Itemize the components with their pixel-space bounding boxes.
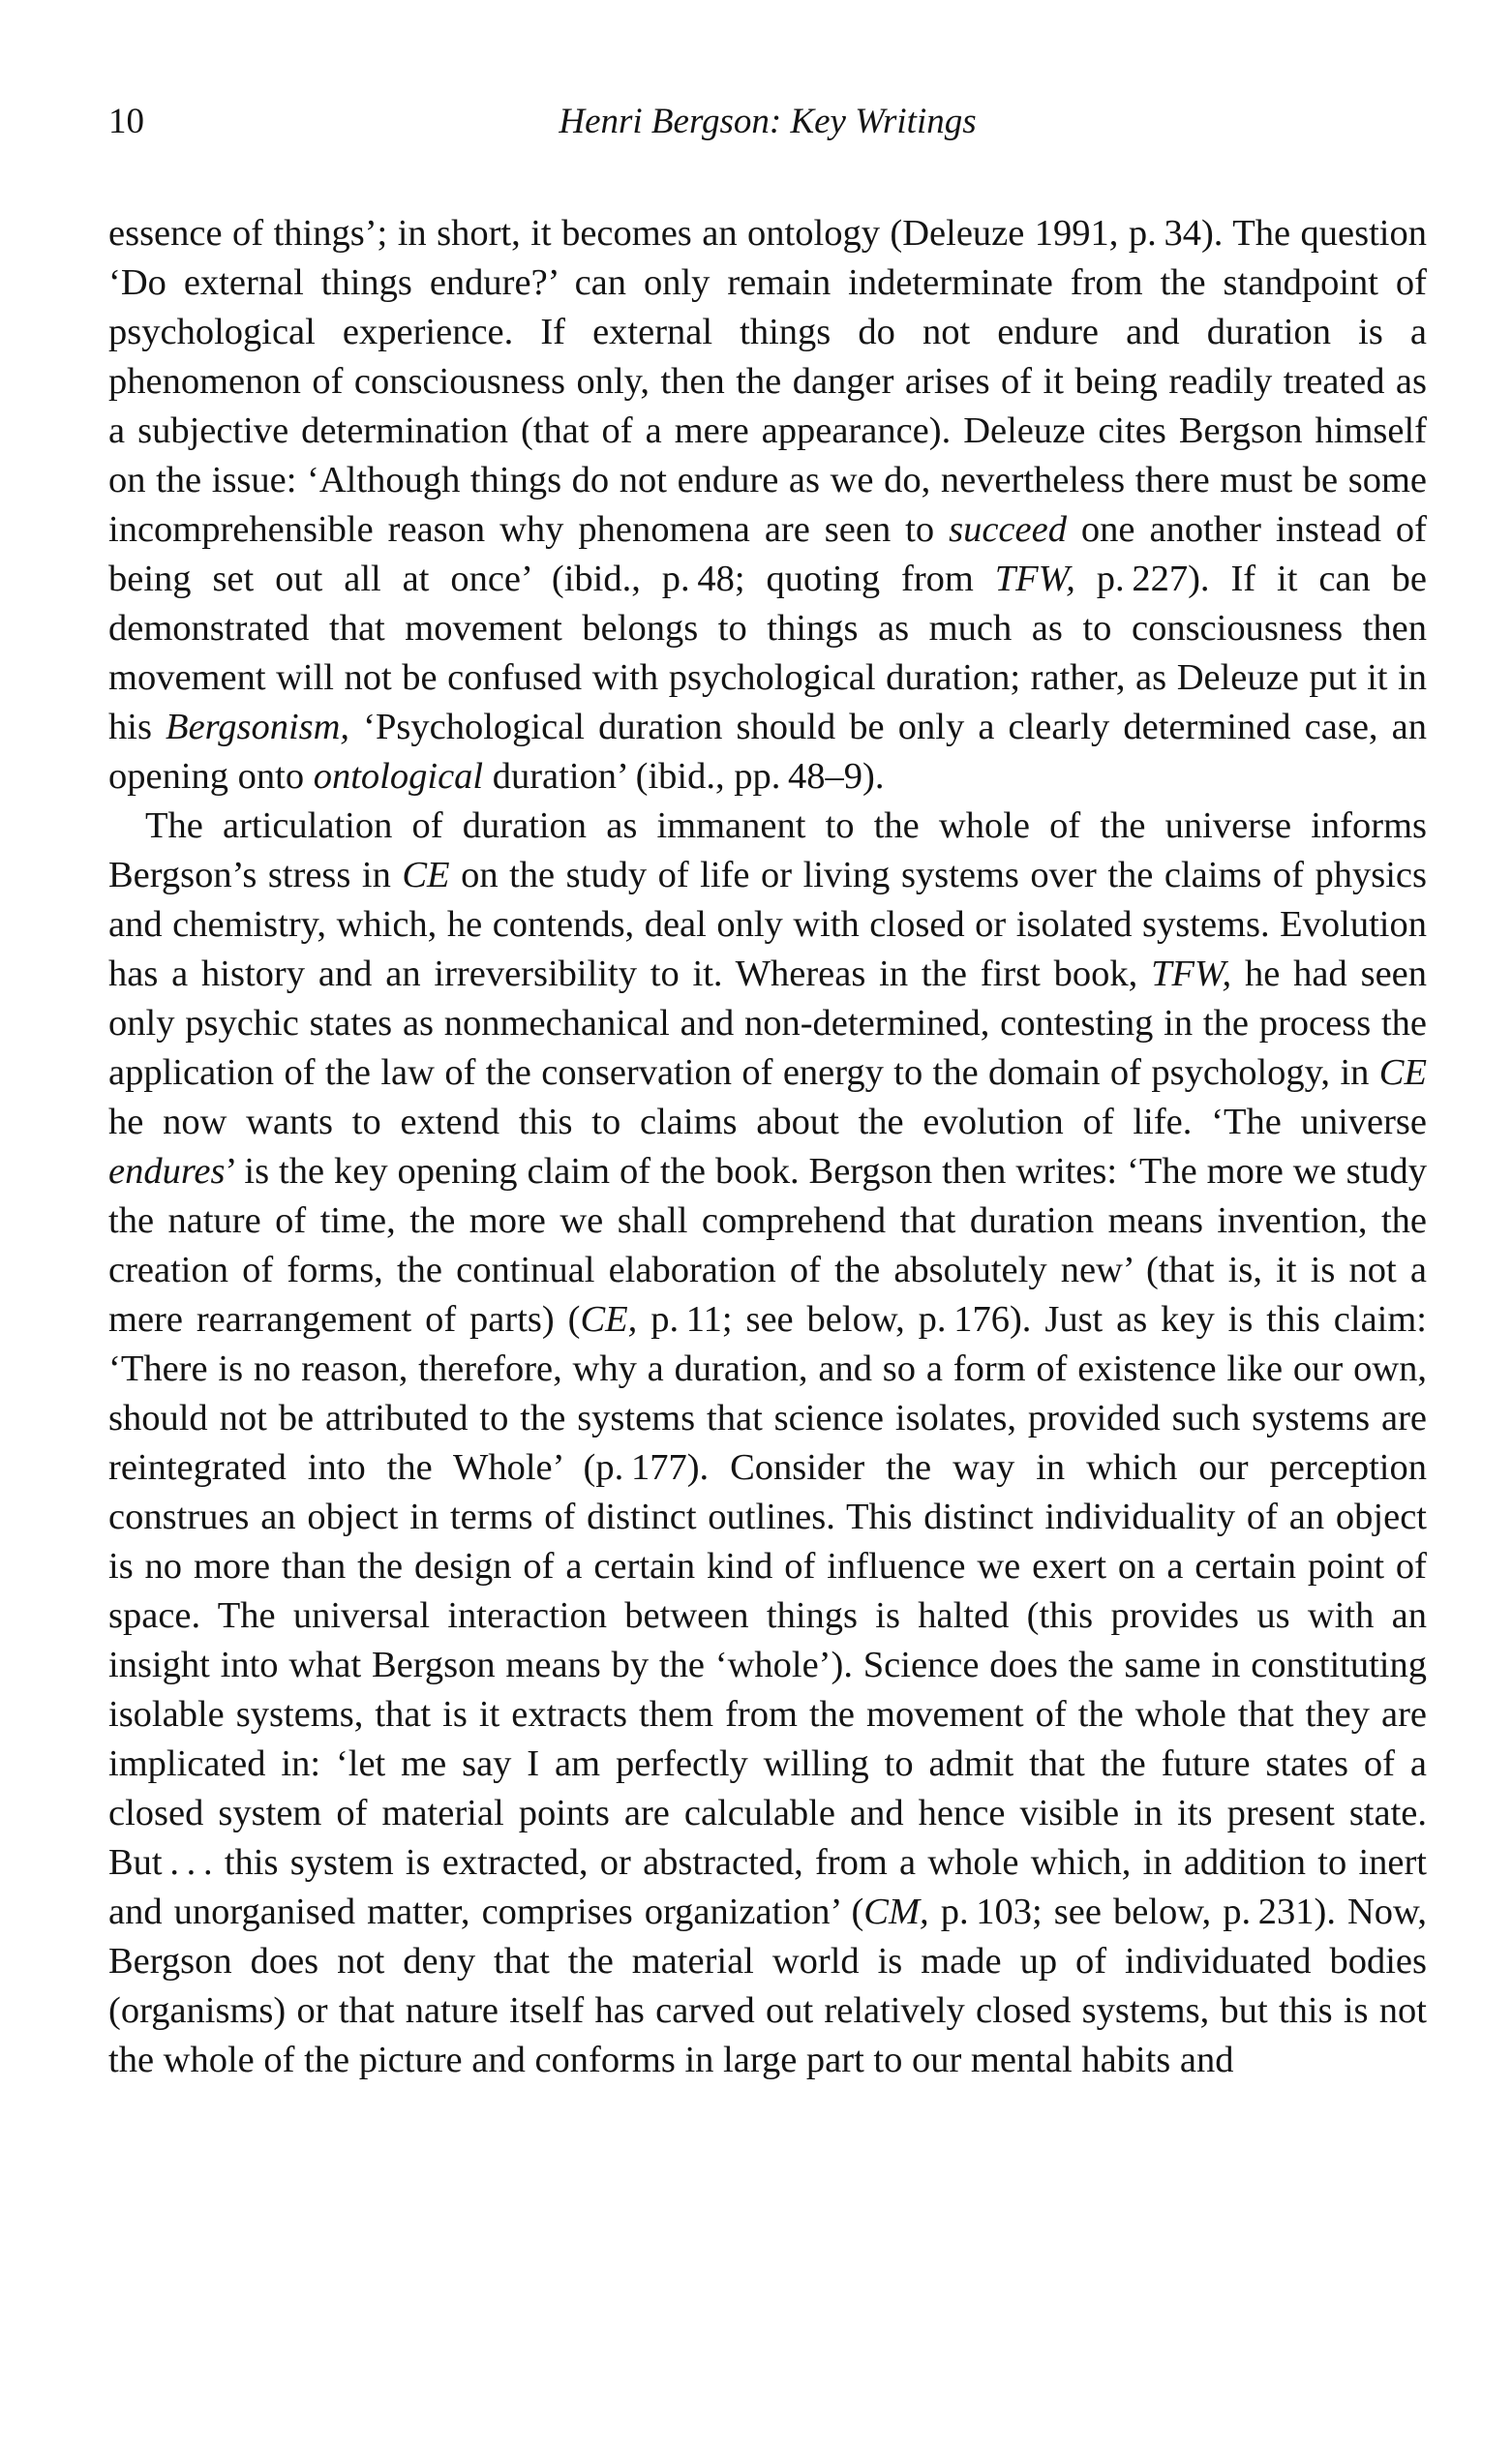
text-segment: The articulation of duration as immanent to the whole of the universe informs Bergson’s stress in (108, 805, 1427, 895)
text-segment: essence of things’; in short, it becomes an ontology (Deleuze 1991, p. 34). The question ‘Do external things endure?’ can only remain indeterminate from the standpoint of psychological experience. If external things do not endure and duration is a phenomenon of consciousness only, then the danger arises of it being readily treated as a subjective determination (that of a mere appearance). Deleuze cites Bergson himself on the issue: ‘Although things do not endure as we do, nevertheless there must be some incomprehensible reason why phenomena are seen to (108, 213, 1427, 550)
book-page (108, 93, 1427, 2085)
text-segment: he had seen only psychic states as nonmechanical and non-determined, contesting in the process the application of the law of the conservation of energy to the domain of psychology, in (108, 954, 1427, 1093)
italic-segment: CE (402, 855, 450, 895)
page-number: 10 (108, 102, 144, 141)
italic-segment: succeed (949, 509, 1067, 550)
text-segment: ’ is the key opening claim of the book. Bergson then writes: ‘The more we study the nature of time, the more we shall comprehend that duration means invention, the creation of forms, the continual elaboration of the absolutely new’ (that is, it is not a mere rearrangement of parts) ( (108, 1151, 1427, 1340)
running-head (108, 93, 1427, 151)
italic-segment: TFW, (994, 559, 1075, 599)
text-segment: duration’ (ibid., pp. 48–9). (483, 756, 885, 797)
italic-segment: TFW, (1151, 954, 1232, 994)
text-segment: one another instead of being set out all at once’ (ibid., p. 48; quoting from (108, 509, 1427, 599)
italic-segment: endures (108, 1151, 226, 1192)
text-segment: on the study of life or living systems over the claims of physics and chemistry, which, he contends, deal only with closed or isolated systems. Evolution has a history and an irreversibility to it. Whereas in the first book, (108, 855, 1427, 994)
running-title: Henri Bergson: Key Writings (559, 102, 977, 141)
paragraph-1 (108, 209, 1427, 802)
text-segment: p. 11; see below, p. 176). Just as key is this claim: ‘There is no reason, therefore, why a duration, and so a form of existence like our own, should not be attributed to the systems that science isolates, provided such systems are reintegrated into the Whole’ (p. 177). Consider the way in which our perception construes an object in terms of distinct outlines. This distinct individuality of an object is no more than the design of a certain kind of influence we exert on a certain point of space. The universal interaction between things is halted (this provides us with an insight into what Bergson means by the ‘whole’). Science does the same in constituting isolable systems, that is it extracts them from the movement of the whole that they are implicated in: ‘let me say I am perfectly willing to admit that the future states of a closed system of material points are calculable and hence visible in its present state. But . . . this system is extracted, or abstracted, from a whole which, in addition to inert and unorganised matter, comprises organization’ ( (108, 1299, 1427, 1932)
text-segment: p. 227). If it can be demonstrated that movement belongs to things as much as to consciousness then movement will not be confused with psychological duration; rather, as Deleuze put it in his (108, 559, 1427, 747)
italic-segment: CM, (863, 1892, 929, 1932)
text-segment: ‘Psychological duration should be only a clearly determined case, an opening onto (108, 707, 1427, 797)
text-segment: he now wants to extend this to claims about the evolution of life. ‘The universe (108, 1102, 1427, 1142)
italic-segment: CE, (580, 1299, 638, 1340)
paragraph-2 (108, 802, 1427, 2085)
text-segment: p. 103; see below, p. 231). Now, Bergson does not deny that the material world is made up of individuated bodies (organisms) or that nature itself has carved out relatively closed systems, but this is not the whole of the picture and conforms in large part to our mental habits and (108, 1892, 1427, 2080)
body-text (108, 209, 1427, 2085)
italic-segment: ontological (313, 756, 484, 797)
italic-segment: Bergsonism, (166, 707, 350, 747)
italic-segment: CE (1378, 1052, 1427, 1093)
